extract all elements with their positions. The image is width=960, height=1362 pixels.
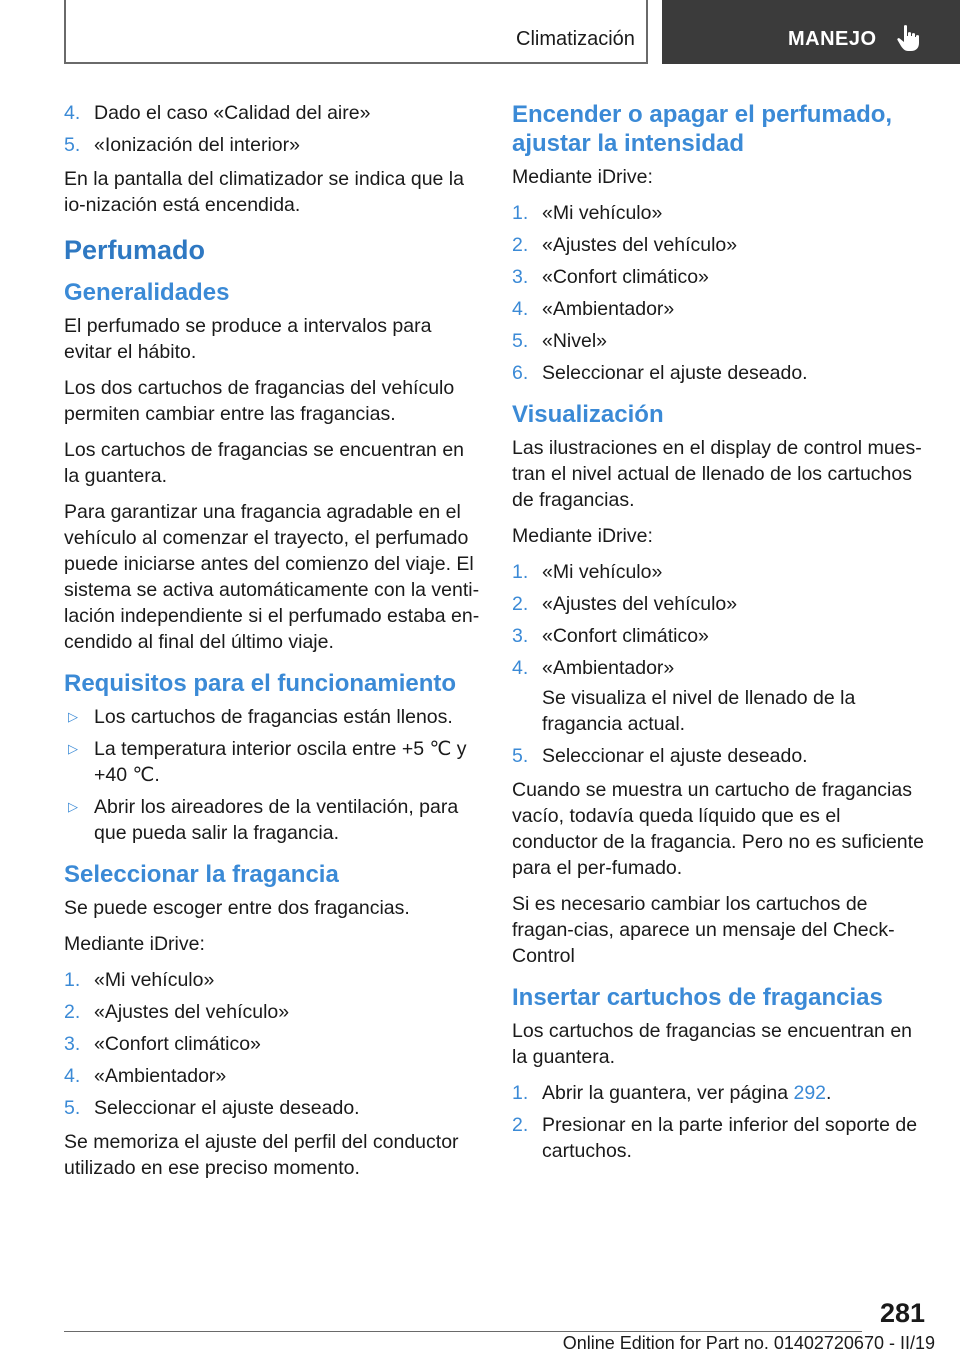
list-item bbox=[64, 1031, 482, 1057]
paragraph: Los cartuchos de fragancias se encuentran en la guantera. bbox=[64, 439, 465, 487]
step-number: 1. bbox=[64, 969, 81, 991]
paragraph: Los cartuchos de fragancias se encuentran en la guantera. bbox=[512, 1020, 913, 1068]
list-item bbox=[64, 100, 482, 126]
heading-visualizacion: Visualización bbox=[512, 401, 664, 428]
header-tab-manejo[interactable] bbox=[662, 0, 960, 64]
list-item bbox=[512, 200, 930, 226]
paragraph: Mediante iDrive: bbox=[512, 525, 653, 547]
paragraph: Los dos cartuchos de fragancias del vehículo permiten cambiar entre las fragancias. bbox=[64, 377, 455, 425]
paragraph: Mediante iDrive: bbox=[64, 933, 205, 955]
list-item bbox=[512, 655, 930, 737]
step-number: 3. bbox=[64, 1033, 81, 1055]
bullet-text: La temperatura interior oscila entre +5 ℃ y +40 ℃. bbox=[94, 738, 467, 786]
header-tab-label: MANEJO bbox=[788, 28, 877, 50]
step-number: 5. bbox=[512, 330, 529, 352]
step-text: «Ajustes del vehículo» bbox=[542, 593, 738, 615]
list-item bbox=[512, 559, 930, 585]
heading-seleccionar: Seleccionar la fragancia bbox=[64, 861, 339, 888]
bullet-text: Los cartuchos de fragancias están llenos. bbox=[94, 706, 453, 728]
list-item bbox=[512, 623, 930, 649]
step-text: Abrir la guantera, ver página bbox=[542, 1082, 794, 1104]
step-text: «Mi vehículo» bbox=[542, 561, 663, 583]
list-item bbox=[512, 1112, 930, 1164]
step-text-after: . bbox=[826, 1082, 832, 1104]
step-number: 2. bbox=[64, 1001, 81, 1023]
steps-encender bbox=[512, 200, 930, 386]
step-number: 5. bbox=[64, 1097, 81, 1119]
steps-insertar bbox=[512, 1080, 930, 1164]
step-text: «Ambientador» bbox=[542, 298, 675, 320]
paragraph: Las ilustraciones en el display de control mues-tran el nivel actual de llenado de los cartuchos de fragancias. bbox=[512, 437, 922, 511]
bullet-text: Abrir los aireadores de la ventilación, para que pueda salir la fragancia. bbox=[94, 796, 459, 844]
paragraph: Se puede escoger entre dos fragancias. bbox=[64, 897, 410, 919]
right-column bbox=[512, 100, 930, 1172]
list-item bbox=[64, 1063, 482, 1089]
list-item bbox=[512, 591, 930, 617]
step-text: «Mi vehículo» bbox=[542, 202, 663, 224]
step-number: 6. bbox=[512, 362, 529, 384]
step-text: Seleccionar el ajuste deseado. bbox=[94, 1097, 360, 1119]
step-text: «Confort climático» bbox=[542, 266, 709, 288]
heading-perfumado: Perfumado bbox=[64, 235, 206, 265]
list-item bbox=[64, 794, 482, 846]
footer-divider bbox=[64, 1331, 862, 1332]
step-text: «Ionización del interior» bbox=[94, 134, 300, 156]
step-text: «Confort climático» bbox=[94, 1033, 261, 1055]
paragraph: En la pantalla del climatizador se indica que la io-nización está encendida. bbox=[64, 168, 464, 216]
steps-ionizacion bbox=[64, 100, 482, 158]
step-number: 2. bbox=[512, 234, 529, 256]
step-text: Dado el caso «Calidad del aire» bbox=[94, 102, 371, 124]
list-item bbox=[512, 743, 930, 769]
step-number: 1. bbox=[512, 1082, 529, 1104]
bullet-list bbox=[64, 704, 482, 846]
step-text: «Ambientador» bbox=[542, 657, 675, 679]
list-item bbox=[64, 704, 482, 730]
paragraph: El perfumado se produce a intervalos para evitar el hábito. bbox=[64, 315, 432, 363]
step-number: 4. bbox=[64, 102, 81, 124]
list-item bbox=[64, 999, 482, 1025]
step-number: 4. bbox=[512, 298, 529, 320]
paragraph: Para garantizar una fragancia agradable en el vehículo al comenzar el trayecto, el perfumado puede iniciarse antes del comienzo del viaje. El sistema se activa automáticamente con la venti-lación independiente si el perfumado estaba en-cendido al final del último viaje. bbox=[64, 501, 480, 653]
page-link[interactable]: 292 bbox=[793, 1082, 827, 1104]
paragraph: Cuando se muestra un cartucho de fragancias vacío, todavía queda líquido que es el conductor de la fragancia. Pero no es suficiente para el per-fumado. bbox=[512, 779, 924, 879]
step-number: 5. bbox=[64, 134, 81, 156]
list-item bbox=[512, 328, 930, 354]
step-number: 2. bbox=[512, 1114, 529, 1136]
triangle-right-icon: ▷ bbox=[68, 741, 78, 756]
list-item bbox=[512, 360, 930, 386]
steps-seleccionar bbox=[64, 967, 482, 1121]
heading-insertar: Insertar cartuchos de fragancias bbox=[512, 984, 883, 1011]
step-text: «Mi vehículo» bbox=[94, 969, 215, 991]
step-text: «Ambientador» bbox=[94, 1065, 227, 1087]
triangle-right-icon: ▷ bbox=[68, 799, 78, 814]
list-item bbox=[512, 232, 930, 258]
list-item bbox=[512, 296, 930, 322]
step-number: 3. bbox=[512, 625, 529, 647]
step-number: 2. bbox=[512, 593, 529, 615]
step-text: Seleccionar el ajuste deseado. bbox=[542, 745, 808, 767]
left-column bbox=[64, 100, 482, 1191]
step-text: «Ajustes del vehículo» bbox=[94, 1001, 290, 1023]
heading-generalidades: Generalidades bbox=[64, 279, 230, 306]
page-number: 281 bbox=[880, 1298, 926, 1328]
step-text: «Ajustes del vehículo» bbox=[542, 234, 738, 256]
paragraph: Mediante iDrive: bbox=[512, 166, 653, 188]
footer-edition: Online Edition for Part no. 01402720670 - II/19 bbox=[562, 1333, 935, 1353]
list-item bbox=[64, 1095, 482, 1121]
triangle-right-icon: ▷ bbox=[68, 709, 78, 724]
list-item bbox=[512, 1080, 930, 1106]
step-text: «Confort climático» bbox=[542, 625, 709, 647]
heading-encender: Encender o apagar el perfumado, ajustar la intensidad bbox=[512, 101, 893, 157]
step-note: Se visualiza el nivel de llenado de la fragancia actual. bbox=[542, 687, 856, 735]
list-item bbox=[64, 132, 482, 158]
step-number: 4. bbox=[512, 657, 529, 679]
step-text: «Nivel» bbox=[542, 330, 608, 352]
list-item bbox=[64, 736, 482, 788]
header-section-title: Climatización bbox=[516, 28, 635, 50]
paragraph: Se memoriza el ajuste del perfil del conductor utilizado en ese preciso momento. bbox=[64, 1131, 459, 1179]
step-text: Presionar en la parte inferior del soporte de cartuchos. bbox=[542, 1114, 918, 1162]
paragraph: Si es necesario cambiar los cartuchos de fragan-cias, aparece un mensaje del Check-Control bbox=[512, 893, 895, 967]
list-item bbox=[512, 264, 930, 290]
step-number: 3. bbox=[512, 266, 529, 288]
step-number: 5. bbox=[512, 745, 529, 767]
step-number: 1. bbox=[512, 202, 529, 224]
pointing-hand-icon bbox=[896, 24, 922, 52]
heading-requisitos: Requisitos para el funcionamiento bbox=[64, 670, 457, 697]
list-item bbox=[64, 967, 482, 993]
step-number: 1. bbox=[512, 561, 529, 583]
steps-visualizacion bbox=[512, 559, 930, 769]
step-text: Seleccionar el ajuste deseado. bbox=[542, 362, 808, 384]
step-number: 4. bbox=[64, 1065, 81, 1087]
